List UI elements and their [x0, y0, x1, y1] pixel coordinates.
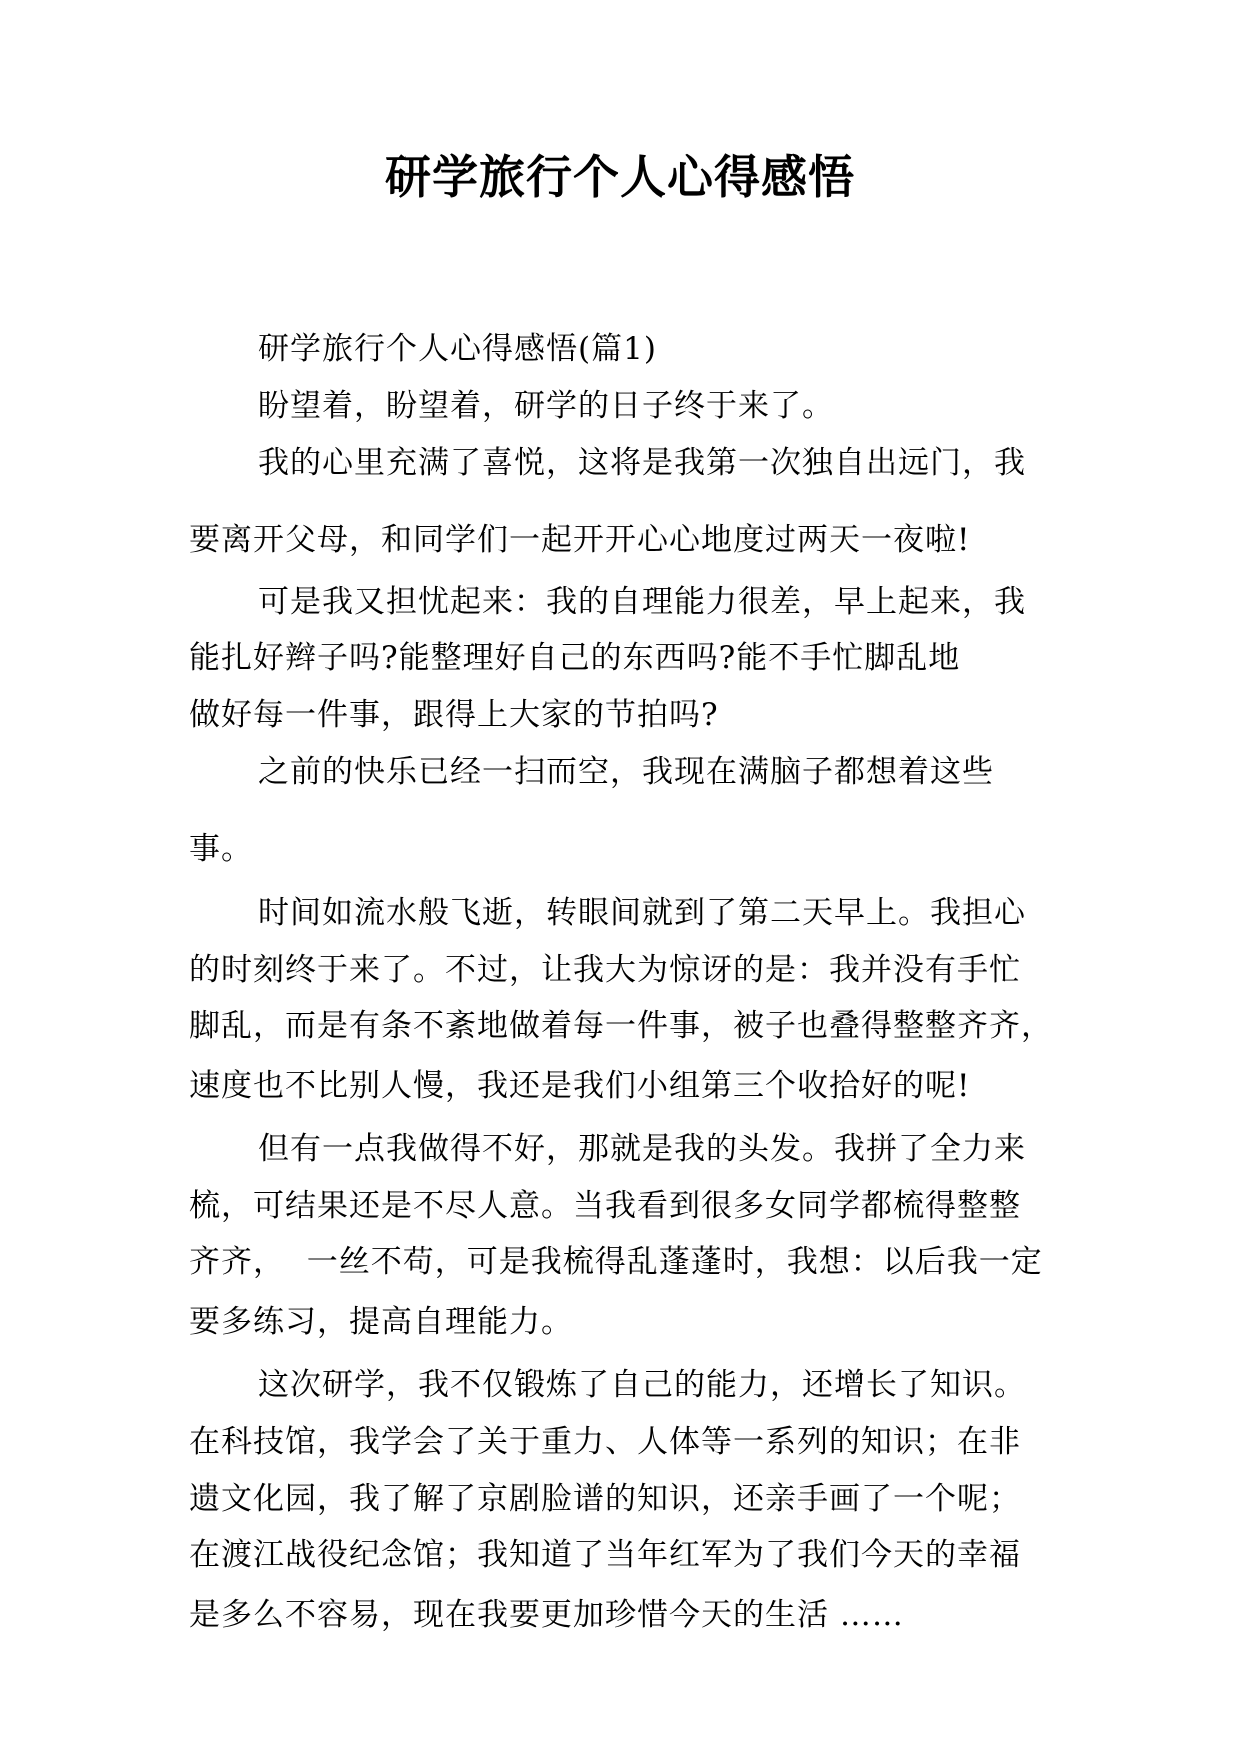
paragraph-line: 在科技馆，我学会了关于重力、人体等一系列的知识；在非 — [189, 1424, 1021, 1460]
paragraph-line: 做好每一件事，跟得上大家的节拍吗? — [189, 697, 719, 733]
paragraph-line: 遗文化园，我了解了京剧脸谱的知识，还亲手画了一个呢； — [189, 1481, 1021, 1517]
paragraph-line: 我的心里充满了喜悦，这将是我第一次独自出远门，我 — [258, 445, 1026, 481]
paragraph-line: 的时刻终于来了。不过，让我大为惊讶的是：我并没有手忙 — [189, 952, 1021, 988]
document-title: 研学旅行个人心得感悟 — [385, 150, 855, 204]
paragraph-line: 速度也不比别人慢，我还是我们小组第三个收拾好的呢! — [189, 1068, 971, 1104]
paragraph-line: 齐齐， 一丝不苟，可是我梳得乱蓬蓬时，我想：以后我一定 — [189, 1244, 1043, 1280]
paragraph-line: 盼望着，盼望着，研学的日子终于来了。 — [258, 388, 834, 424]
paragraph-line: 可是我又担忧起来：我的自理能力很差，早上起来，我 — [258, 584, 1026, 620]
paragraph-line: 事。 — [189, 831, 253, 867]
paragraph-line: 梳，可结果还是不尽人意。当我看到很多女同学都梳得整整 — [189, 1188, 1021, 1224]
paragraph-line: 要离开父母，和同学们一起开开心心地度过两天一夜啦! — [189, 522, 971, 558]
paragraph-line: 要多练习，提高自理能力。 — [189, 1304, 573, 1340]
paragraph-line: 这次研学，我不仅锻炼了自己的能力，还增长了知识。 — [258, 1367, 1026, 1403]
section-heading: 研学旅行个人心得感悟(篇1) — [258, 331, 657, 367]
paragraph-line: 能扎好辫子吗?能整理好自己的东西吗?能不手忙脚乱地 — [189, 640, 961, 676]
paragraph-line: 时间如流水般飞逝，转眼间就到了第二天早上。我担心 — [258, 895, 1026, 931]
paragraph-line: 在渡江战役纪念馆；我知道了当年红军为了我们今天的幸福 — [189, 1537, 1021, 1573]
paragraph-line: 但有一点我做得不好，那就是我的头发。我拼了全力来 — [258, 1131, 1026, 1167]
paragraph-line: 脚乱，而是有条不紊地做着每一件事，被子也叠得整整齐齐， — [189, 1008, 1053, 1044]
paragraph-line: 是多么不容易，现在我要更加珍惜今天的生活 …… — [189, 1597, 904, 1633]
paragraph-line: 之前的快乐已经一扫而空，我现在满脑子都想着这些 — [258, 754, 994, 790]
